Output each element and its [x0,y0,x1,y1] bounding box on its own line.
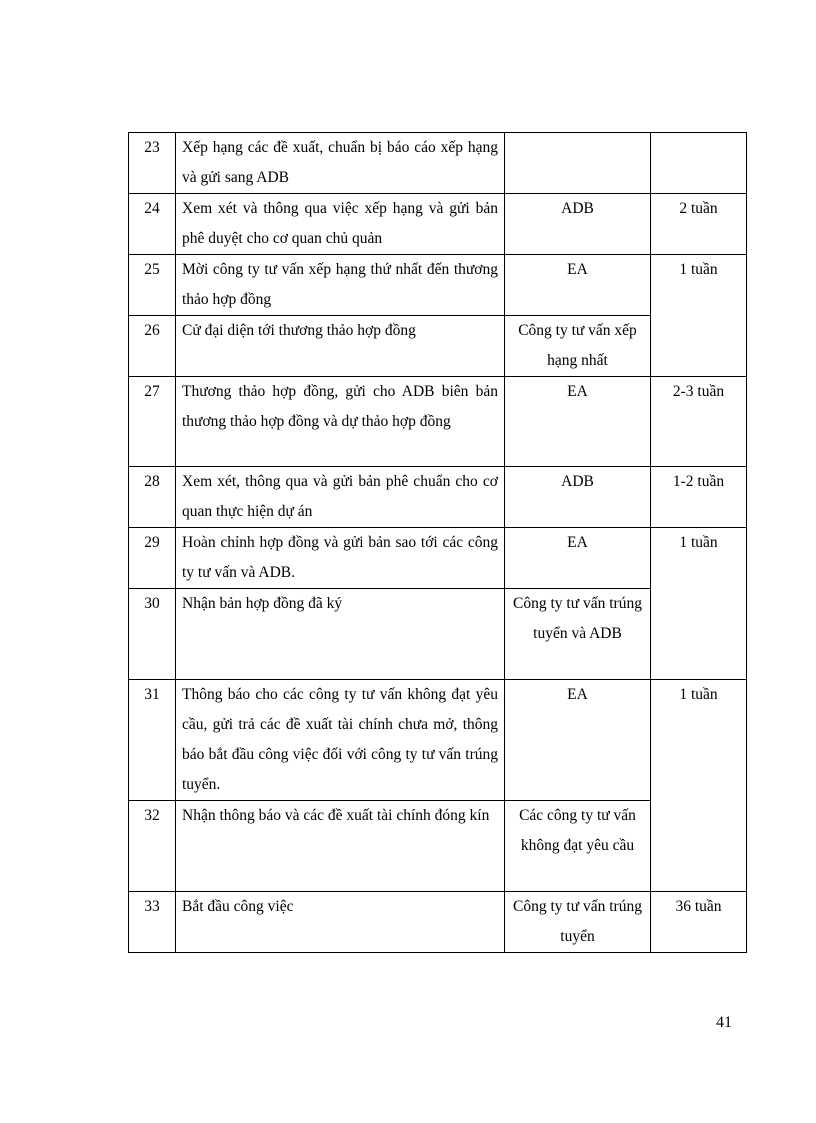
duration: 36 tuần [651,892,747,953]
row-number: 29 [129,528,176,589]
table-row [129,133,747,194]
table-row [129,680,747,801]
task-description: Bắt đầu công việc [176,892,505,953]
table-row [129,528,747,589]
row-number: 24 [129,194,176,255]
task-description: Xếp hạng các đề xuất, chuẩn bị báo cáo xếp hạng và gửi sang ADB [176,133,505,194]
row-number: 25 [129,255,176,316]
duration: 1-2 tuần [651,467,747,528]
duration: 2-3 tuần [651,377,747,467]
duration [651,133,747,194]
row-number: 23 [129,133,176,194]
responsible-party: EA [505,377,651,467]
responsible-party: EA [505,680,651,801]
row-number: 32 [129,801,176,892]
responsible-party: EA [505,528,651,589]
duration: 2 tuần [651,194,747,255]
responsible-party: Công ty tư vấn trúng tuyển và ADB [505,589,651,680]
responsible-party: ADB [505,467,651,528]
task-description: Hoàn chỉnh hợp đồng và gửi bản sao tới các công ty tư vấn và ADB. [176,528,505,589]
responsible-party: Công ty tư vấn xếp hạng nhất [505,316,651,377]
responsible-party: ADB [505,194,651,255]
duration: 1 tuần [651,528,747,680]
procedure-table [128,132,747,953]
row-number: 28 [129,467,176,528]
row-number: 30 [129,589,176,680]
responsible-party [505,133,651,194]
task-description: Xem xét và thông qua việc xếp hạng và gửi bản phê duyệt cho cơ quan chủ quản [176,194,505,255]
responsible-party: Các công ty tư vấn không đạt yêu cầu [505,801,651,892]
duration: 1 tuần [651,680,747,892]
task-description: Thương thảo hợp đồng, gửi cho ADB biên bản thương thảo hợp đồng và dự thảo hợp đồng [176,377,505,467]
task-description: Nhận bản hợp đồng đã ký [176,589,505,680]
responsible-party: EA [505,255,651,316]
page-number: 41 [716,1014,732,1031]
duration: 1 tuần [651,255,747,377]
task-description: Xem xét, thông qua và gửi bản phê chuẩn cho cơ quan thực hiện dự án [176,467,505,528]
table-row [129,892,747,953]
table-row [129,255,747,316]
row-number: 26 [129,316,176,377]
task-description: Nhận thông báo và các đề xuất tài chính đóng kín [176,801,505,892]
task-description: Thông báo cho các công ty tư vấn không đạt yêu cầu, gửi trả các đề xuất tài chính chưa mở, thông báo bắt đầu công việc đối với công ty tư vấn trúng tuyển. [176,680,505,801]
table-row [129,467,747,528]
task-description: Cử đại diện tới thương thảo hợp đồng [176,316,505,377]
task-description: Mời công ty tư vấn xếp hạng thứ nhất đến thương thảo hợp đồng [176,255,505,316]
table-row [129,194,747,255]
table-row [129,377,747,467]
row-number: 27 [129,377,176,467]
row-number: 33 [129,892,176,953]
row-number: 31 [129,680,176,801]
responsible-party: Công ty tư vấn trúng tuyển [505,892,651,953]
